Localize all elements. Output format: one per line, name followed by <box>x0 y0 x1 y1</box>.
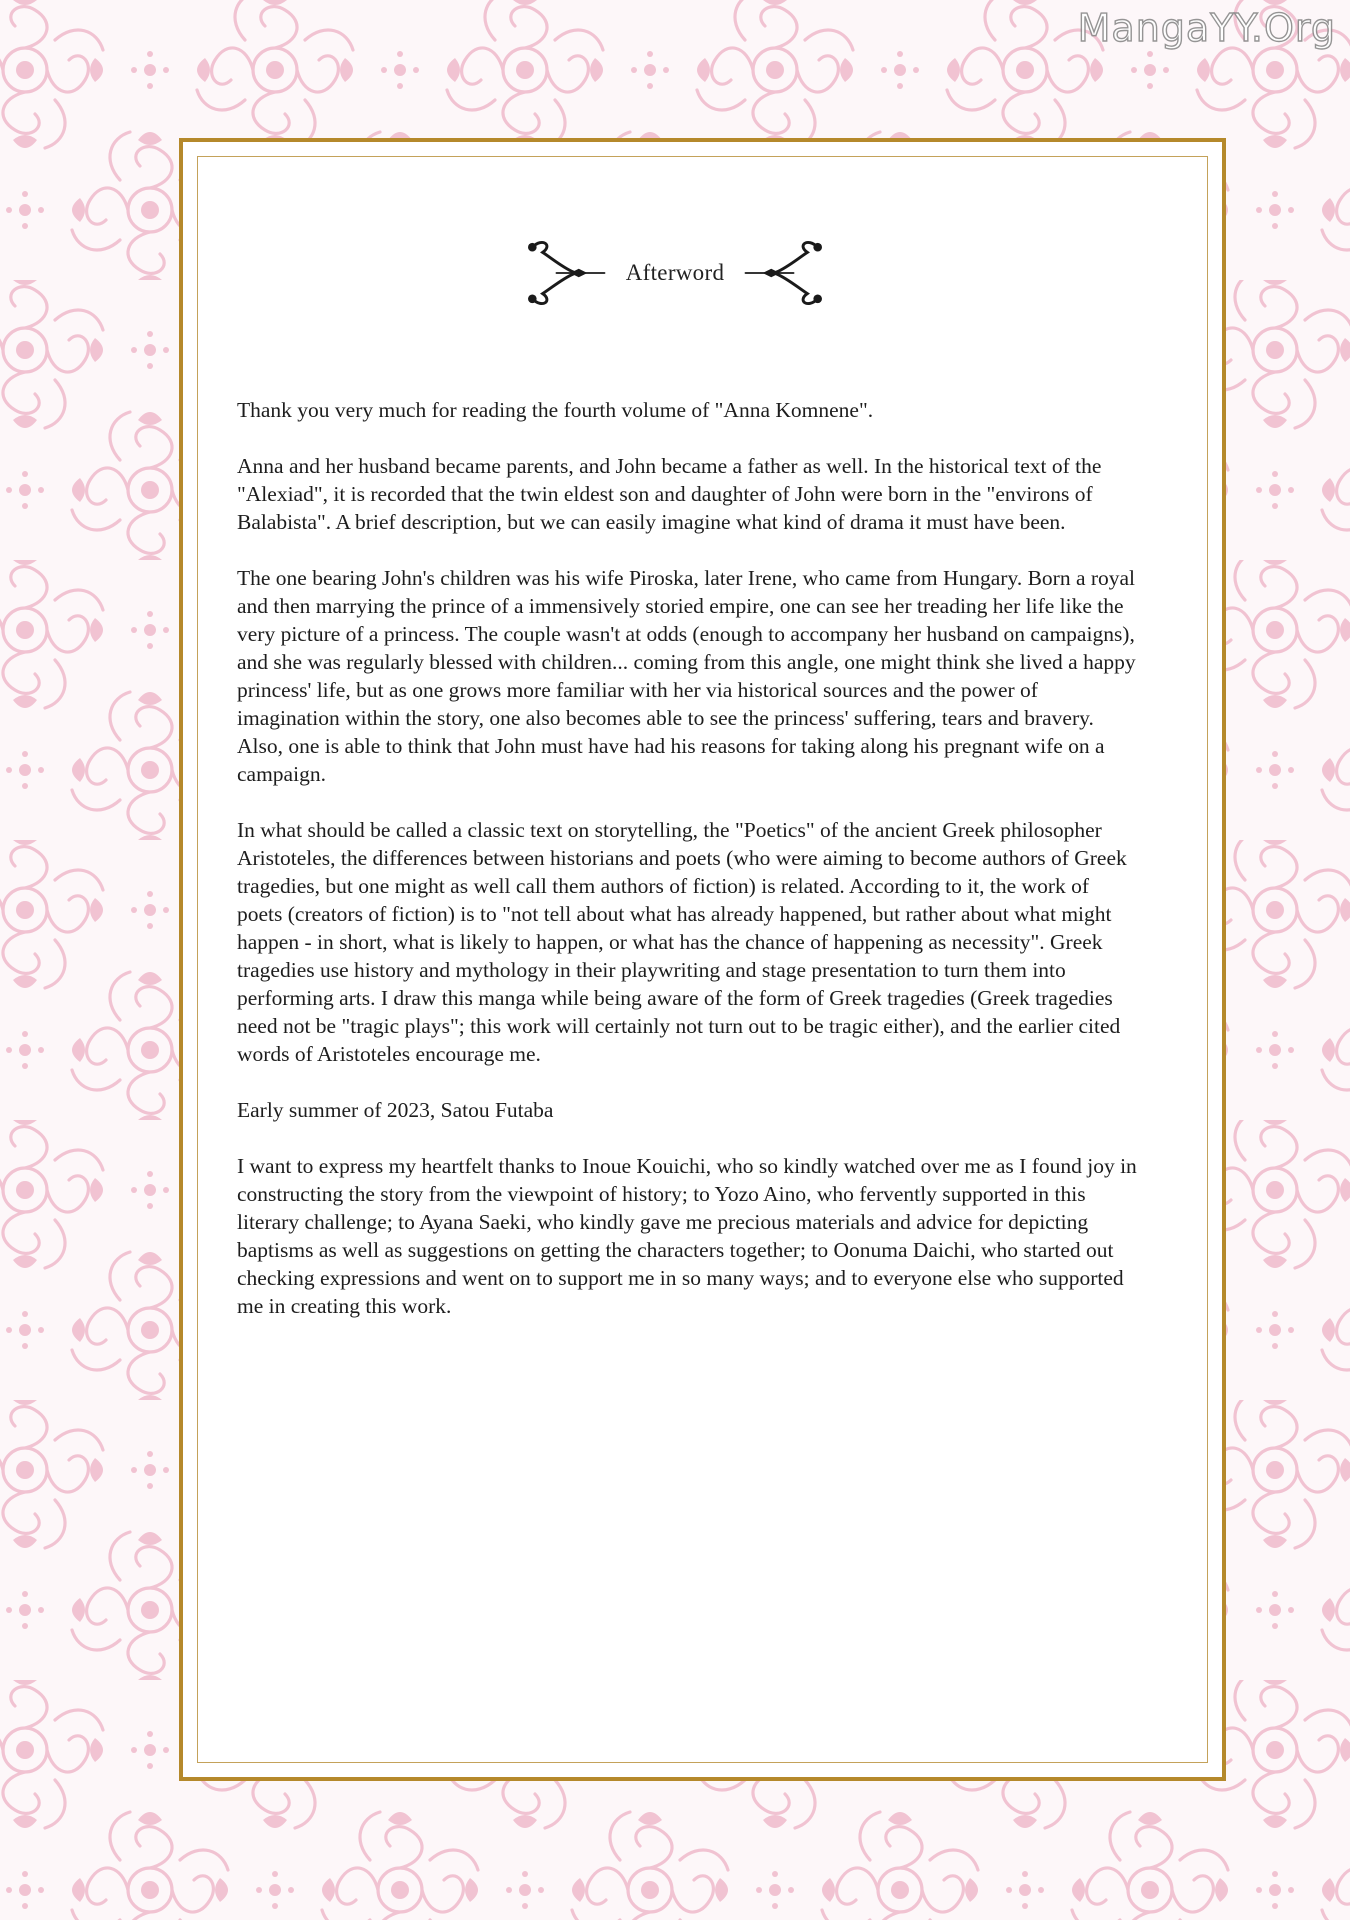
paragraph-parents: Anna and her husband became parents, and John became a father as well. In the historical text of the "Alexiad", it is recorded that the twin eldest son and daughter of John were born in the "environs of Balabista". A brief description, but we can easily imagine what kind of drama it must have been. <box>237 454 1102 534</box>
paragraph-thanks: Thank you very much for reading the fourth volume of "Anna Komnene". <box>237 398 874 422</box>
afterword-body <box>237 396 1137 1348</box>
site-watermark: MangaYY.Org <box>1077 6 1336 50</box>
paragraph-poetics: In what should be called a classic text on storytelling, the "Poetics" of the ancient Greek philosopher Aristoteles, the differences between historians and poets (who were aiming to become authors of Greek tragedies, but one might as well call them authors of fiction) is related. According to it, the work of poets (creators of fiction) is to "not tell about what has already happened, but rather about what might happen - in short, what is likely to happen, or what has the chance of happening as necessity". Greek tragedies use history and mythology in their playwriting and stage presentation to turn them into performing arts. I draw this manga while being aware of the form of Greek tragedies (Greek tragedies need not be "tragic plays"; this work will certainly not turn out to be tragic either), and the earlier cited words of Aristoteles encourage me. <box>237 818 1127 1066</box>
paragraph-signature: Early summer of 2023, Satou Futaba <box>237 1098 554 1122</box>
page-title: Afterword <box>625 260 725 285</box>
paragraph-piroska: The one bearing John's children was his wife Piroska, later Irene, who came from Hungary. Born a royal and then marrying the prince of a immensively storied empire, one can see her treading her life like the very picture of a princess. The couple wasn't at odds (enough to accompany her husband on campaigns), and she was regularly blessed with children... coming from this angle, one might think she lived a happy princess' life, but as one grows more familiar with her via historical sources and the power of imagination within the story, one also becomes able to see the princess' suffering, tears and bravery. Also, one is able to think that John must have had his reasons for taking along his pregnant wife on a campaign. <box>237 566 1136 786</box>
flourish-ornament-right-icon <box>742 230 828 316</box>
afterword-heading <box>0 228 1350 318</box>
paragraph-acknowledgements: I want to express my heartfelt thanks to Inoue Kouichi, who so kindly watched over me as I found joy in constructing the story from the viewpoint of history; to Yozo Aino, who fervently supported in this literary challenge; to Ayana Saeki, who kindly gave me precious materials and advice for depicting baptisms as well as suggestions on getting the characters together; to Oonuma Daichi, who started out checking expressions and went on to support me in so many ways; and to everyone else who supported me in creating this work. <box>237 1154 1137 1318</box>
flourish-ornament-left-icon <box>522 230 608 316</box>
